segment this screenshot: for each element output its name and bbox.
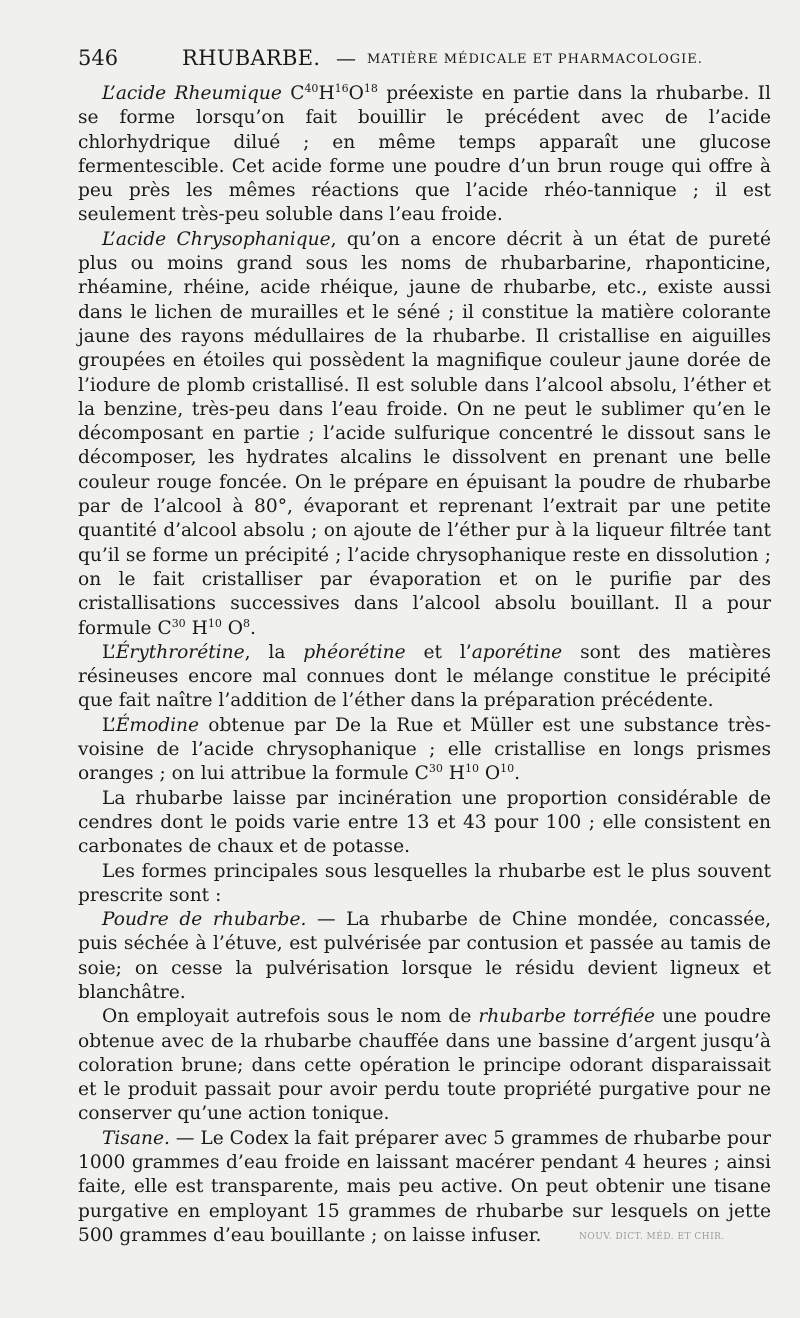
paragraph-acide-rheumique [78,82,771,228]
term-emodine: Émodine [115,714,200,736]
term-lead: L’ [102,83,116,104]
paragraph-text: , qu’on a encore décrit à un état de pureté plus ou moins grand sous les noms de rhubarbarine, rhaponticine, rhéamine, rhéine, acide rhéique, jaune de rhubarbe, etc., existe aussi dans le lichen de murailles et le séné ; il constitue la matière colorante jaune des rayons médullaires de la rhubarbe. Il cristallise en aiguilles groupées en étoiles qui possèdent la magnifique couleur jaune dorée de l’iodure de plomb cristallisé. Il est soluble dans l’alcool absolu, l’éther et la benzine, très-peu dans l’eau froide. On ne peut le sublimer qu’en le décomposant en partie ; l’acide sulfurique concentré le dissout sans le décomposer, les hydrates alcalins le dissolvent en prenant une belle couleur rouge foncée. On le prépare en épuisant la poudre de rhubarbe par de l’alcool à 80°, évaporant et reprenant l’extrait par une petite quantité d’alcool absolu ; on ajoute de l’éther pur à la liqueur filtrée tant qu’il se forme un précipité ; l’acide chrysophanique reste en dissolution ; on le fait cristalliser par évaporation et on le purifie par des cristallisations successives dans l’alcool absolu bouillant. Il a pour formule [78,228,771,639]
term-rhubarbe-torrefiee: rhubarbe torréfiée [478,1006,655,1028]
running-head-title: RHUBARBE. [182,46,321,70]
paragraph-emodine: L’Émodine obtenue par De la Rue et Müller est une substance très-voisine de l’acide chrysophanique ; elle cristallise en longs prismes oranges ; on lui attribue la formule $C^{30}$ $H^{10}$ $O^{10}$. [78,714,771,785]
page-number: 546 [78,46,119,70]
page-body [78,82,771,1248]
term-acide-chrysophanique: acide Chrysophanique [115,228,331,250]
paragraph-text: obtenue par De la Rue et Müller est une substance très-voisine de l’acide chrysophanique ; elle cristallise en longs prismes oranges ; on lui attribue la formule [78,714,771,785]
paragraph-poudre: Poudre de rhubarbe. — La rhubarbe de Chine mondée, concassée, puis séchée à l’étuve, est pulvérisée par contusion et passée au tamis de soie; on cesse la pulvérisation lorsque le résidu devient ligneux et blanchâtre. [78,909,771,1003]
paragraph-cendres: La rhubarbe laisse par incinération une proportion considérable de cendres dont le poids varie entre 13 et 43 pour 100 ; elle consistent en carbonates de chaux et de potasse. [78,787,771,858]
paragraph-erythroretine: L’Érythrorétine, la phéorétine et l’aporétine sont des matières résineuses encore mal connues dont le mélange constitue le précipité que fait naître l’addition de l’éther dans la préparation précédente. [78,641,771,712]
term-tisane: Tisane. [102,1127,170,1149]
paragraph-text: préexiste en partie dans la rhubarbe. Il se forme lorsqu’on fait bouillir le précédent avec de l’acide chlorhydrique dilué ; en même temps apparaît une glucose fermentescible. Cet acide forme une poudre d’un brun rouge qui offre à peu près les mêmes réactions que l’acide rhéo-tannique ; il est seulement très-peu soluble dans l’eau froide. [78,83,771,226]
paragraph-formes: Les formes principales sous lesquelles la rhubarbe est le plus souvent prescrite sont : [78,860,771,906]
term-poudre-de-rhubarbe: Poudre de rhubarbe. [102,909,307,931]
paragraph-rhubarbe-torrefiee: On employait autrefois sous le nom de rhubarbe torréfiée une poudre obtenue avec de la rhubarbe chauffée dans une bassine d’argent jusqu’à coloration brune; dans cette opération le principe odorant disparaissait et le produit passait pour avoir perdu toute propriété purgative pour ne conserver qu’une action tonique. [78,1006,772,1125]
running-head-section: MATIÈRE MÉDICALE ET PHARMACOLOGIE. [367,52,703,67]
paragraph-tisane: Tisane. — Le Codex la fait préparer avec 5 grammes de rhubarbe pour 1000 grammes d’eau froide en laissant macérer pendant 4 heures ; ainsi faite, elle est transparente, mais peu active. On peut obtenir une tisane purgative en employant 15 grammes de rhubarbe sur lesquels on jette 500 grammes d’eau bouillante ; on laisse infuser. [78,1127,771,1246]
header-dash: — [336,46,356,70]
faint-footer-print: NOUV. DICT. MÉD. ET CHIR. [579,1232,725,1242]
paragraph-acide-chrysophanique: L’acide Chrysophanique, qu’on a encore décrit à un état de pureté plus ou moins grand sous les noms de rhubarbarine, rhaponticine, rhéamine, rhéine, acide rhéique, jaune de rhubarbe, etc., existe aussi dans le lichen de murailles et le séné ; il constitue la matière colorante jaune des rayons médullaires de la rhubarbe. Il cristallise en aiguilles groupées en étoiles qui possèdent la magnifique couleur jaune dorée de l’iodure de plomb cristallisé. Il est soluble dans l’alcool absolu, l’éther et la benzine, très-peu dans l’eau froide. On ne peut le sublimer qu’en le décomposant en partie ; l’acide sulfurique concentré le dissout sans le décomposer, les hydrates alcalins le dissolvent en prenant une belle couleur rouge foncée. On le prépare en épuisant la poudre de rhubarbe par de l’alcool à 80°, évaporant et reprenant l’extrait par une petite quantité d’alcool absolu ; on ajoute de l’éther pur à la liqueur filtrée tant qu’il se forme un précipité ; l’acide chrysophanique reste en dissolution ; on le fait cristalliser par évaporation et on le purifie par des cristallisations successives dans l’alcool absolu bouillant. Il a pour formule $C^{30}$ $H^{10}$ $O^8$. [78,228,771,639]
formula: $C^{30}$ $H^{10}$ $O^8$ [157,616,250,639]
paragraph-text: sont des matières résineuses encore mal connues dont le mélange constitue le précipité que fait naître l’addition de l’éther dans la préparation précédente. [78,641,771,712]
term-erythroretine: Érythrorétine [115,641,245,663]
formula: $C^{30}$ $H^{10}$ $O^{10}$ [414,762,515,785]
term-pheoretine: phéorétine [303,641,406,663]
term-aporetine: aporétine [471,641,563,663]
term-acide-rheumique: acide Rheumique [115,83,282,104]
running-header [78,46,758,76]
formula: $C^{40}H^{16}O^{18}$ [290,82,378,104]
